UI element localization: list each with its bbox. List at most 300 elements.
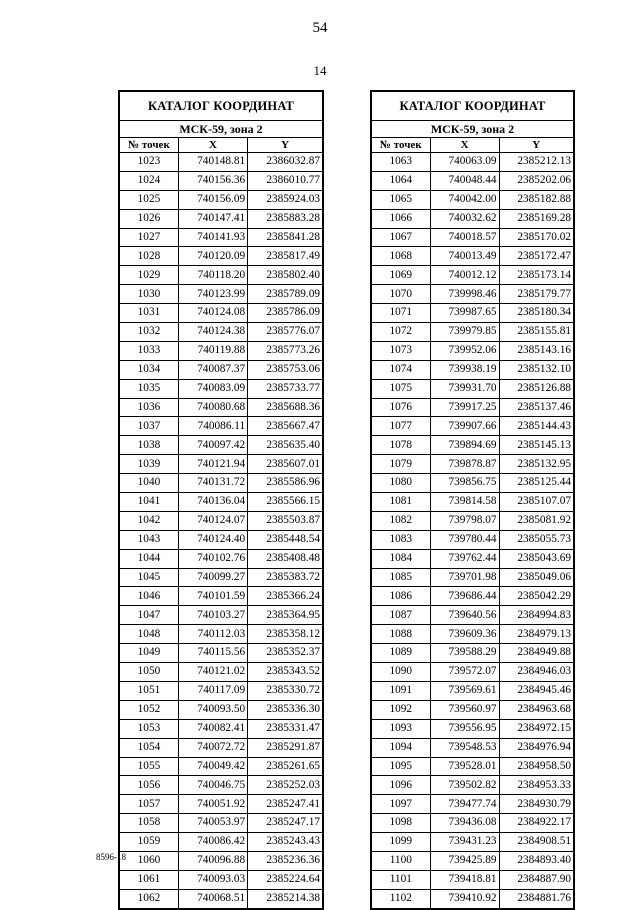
point-number-cell: 1036 [119,398,178,417]
point-number-cell: 1052 [119,700,178,719]
x-coordinate-cell: 739418.81 [430,870,499,889]
x-coordinate-cell: 739798.07 [430,511,499,530]
x-coordinate-cell: 740082.41 [178,719,247,738]
table-row [119,738,323,757]
point-number-cell: 1065 [371,190,430,209]
table-row [371,266,574,285]
y-coordinate-cell: 2385586.96 [248,474,323,493]
point-number-cell: 1068 [371,247,430,266]
point-number-cell: 1037 [119,417,178,436]
x-coordinate-cell: 739938.19 [430,360,499,379]
point-number-cell: 1035 [119,379,178,398]
point-number-cell: 1029 [119,266,178,285]
point-number-cell: 1033 [119,341,178,360]
table-row [371,323,574,342]
table-row [371,190,574,209]
point-number-cell: 1066 [371,209,430,228]
x-coordinate-cell: 740136.04 [178,493,247,512]
x-coordinate-cell: 739701.98 [430,568,499,587]
table-row [371,304,574,323]
point-number-cell: 1047 [119,606,178,625]
y-coordinate-cell: 2385055.73 [499,530,574,549]
table-row [371,663,574,682]
x-coordinate-cell: 740072.72 [178,738,247,757]
x-coordinate-cell: 739907.66 [430,417,499,436]
y-coordinate-cell: 2385331.47 [248,719,323,738]
y-coordinate-cell: 2385383.72 [248,568,323,587]
x-coordinate-cell: 740156.09 [178,190,247,209]
y-coordinate-cell: 2385132.95 [499,455,574,474]
x-coordinate-cell: 740018.57 [430,228,499,247]
point-number-cell: 1062 [119,889,178,908]
x-coordinate-cell: 740046.75 [178,776,247,795]
point-number-cell: 1064 [371,171,430,190]
point-number-cell: 1059 [119,833,178,852]
table-row [371,549,574,568]
coordinate-system-label: МСК-59, зона 2 [119,121,323,138]
x-coordinate-cell: 739502.82 [430,776,499,795]
point-number-cell: 1034 [119,360,178,379]
table-row [119,323,323,342]
table-row [119,266,323,285]
point-number-cell: 1057 [119,795,178,814]
x-coordinate-cell: 740119.88 [178,341,247,360]
y-coordinate-cell: 2385291.87 [248,738,323,757]
table-row [371,587,574,606]
table-row [119,511,323,530]
y-coordinate-cell: 2385155.81 [499,323,574,342]
y-coordinate-cell: 2385566.15 [248,493,323,512]
point-number-cell: 1070 [371,285,430,304]
point-number-cell: 1087 [371,606,430,625]
x-coordinate-cell: 739569.61 [430,681,499,700]
y-coordinate-cell: 2385352.37 [248,644,323,663]
point-number-cell: 1071 [371,304,430,323]
y-coordinate-cell: 2384979.13 [499,625,574,644]
table-row [371,700,574,719]
point-number-cell: 1073 [371,341,430,360]
point-number-cell: 1030 [119,285,178,304]
y-coordinate-cell: 2384922.17 [499,814,574,833]
x-coordinate-cell: 740013.49 [430,247,499,266]
y-coordinate-cell: 2385125.44 [499,474,574,493]
y-coordinate-cell: 2385776.07 [248,323,323,342]
x-coordinate-cell: 739528.01 [430,757,499,776]
y-coordinate-cell: 2385358.12 [248,625,323,644]
x-coordinate-cell: 740148.81 [178,153,247,172]
x-coordinate-cell: 739917.25 [430,398,499,417]
table-row [371,738,574,757]
y-coordinate-cell: 2384887.90 [499,870,574,889]
table-row [371,341,574,360]
table-row [371,870,574,889]
y-coordinate-cell: 2384893.40 [499,851,574,870]
y-coordinate-cell: 2385143.16 [499,341,574,360]
point-number-cell: 1054 [119,738,178,757]
point-number-cell: 1049 [119,644,178,663]
x-coordinate-cell: 739856.75 [430,474,499,493]
point-number-cell: 1100 [371,851,430,870]
table-row [371,493,574,512]
y-coordinate-cell: 2385172.47 [499,247,574,266]
point-number-cell: 1098 [371,814,430,833]
document-code: 8596-18 [96,852,126,862]
table-row [119,304,323,323]
x-coordinate-cell: 739410.92 [430,889,499,908]
y-coordinate-cell: 2385247.17 [248,814,323,833]
table-row [119,493,323,512]
point-number-cell: 1060 [119,851,178,870]
y-coordinate-cell: 2385202.06 [499,171,574,190]
table-row [371,247,574,266]
x-coordinate-cell: 740124.08 [178,304,247,323]
y-coordinate-cell: 2385924.03 [248,190,323,209]
point-number-cell: 1094 [371,738,430,757]
y-coordinate-cell: 2385841.28 [248,228,323,247]
y-coordinate-cell: 2385049.06 [499,568,574,587]
table-row [119,436,323,455]
y-coordinate-cell: 2385364.95 [248,606,323,625]
table-row [119,833,323,852]
x-coordinate-cell: 740120.09 [178,247,247,266]
point-number-cell: 1051 [119,681,178,700]
column-header-x: X [430,138,499,153]
y-coordinate-cell: 2385667.47 [248,417,323,436]
y-coordinate-cell: 2385336.30 [248,700,323,719]
y-coordinate-cell: 2385802.40 [248,266,323,285]
table-row [119,153,323,172]
y-coordinate-cell: 2385503.87 [248,511,323,530]
point-number-cell: 1074 [371,360,430,379]
page-number: 54 [312,20,328,36]
x-coordinate-cell: 740101.59 [178,587,247,606]
table-row [371,398,574,417]
x-coordinate-cell: 739998.46 [430,285,499,304]
table-row [371,171,574,190]
table-row [371,511,574,530]
y-coordinate-cell: 2385247.41 [248,795,323,814]
table-row [119,398,323,417]
coordinate-catalog-table-left [118,90,324,910]
x-coordinate-cell: 740032.62 [430,209,499,228]
point-number-cell: 1095 [371,757,430,776]
x-coordinate-cell: 740124.07 [178,511,247,530]
y-coordinate-cell: 2385688.36 [248,398,323,417]
x-coordinate-cell: 739814.58 [430,493,499,512]
table-row [371,228,574,247]
table-row [371,776,574,795]
table-row [119,209,323,228]
point-number-cell: 1025 [119,190,178,209]
table-body [371,153,574,909]
point-number-cell: 1088 [371,625,430,644]
point-number-cell: 1041 [119,493,178,512]
x-coordinate-cell: 739979.85 [430,323,499,342]
x-coordinate-cell: 740051.92 [178,795,247,814]
table-row [371,625,574,644]
point-number-cell: 1072 [371,323,430,342]
y-coordinate-cell: 2384945.46 [499,681,574,700]
y-coordinate-cell: 2386032.87 [248,153,323,172]
table-row [371,795,574,814]
y-coordinate-cell: 2385126.88 [499,379,574,398]
point-number-cell: 1092 [371,700,430,719]
point-number-cell: 1063 [371,153,430,172]
column-header-point-number: № точек [371,138,430,153]
y-coordinate-cell: 2385408.48 [248,549,323,568]
y-coordinate-cell: 2385733.77 [248,379,323,398]
x-coordinate-cell: 739931.70 [430,379,499,398]
point-number-cell: 1050 [119,663,178,682]
table-row [371,757,574,776]
table-row [371,209,574,228]
table-row [371,436,574,455]
point-number-cell: 1039 [119,455,178,474]
table-row [119,228,323,247]
point-number-cell: 1093 [371,719,430,738]
y-coordinate-cell: 2384972.15 [499,719,574,738]
y-coordinate-cell: 2385789.09 [248,285,323,304]
x-coordinate-cell: 740096.88 [178,851,247,870]
table-row [119,719,323,738]
x-coordinate-cell: 740087.37 [178,360,247,379]
x-coordinate-cell: 740141.93 [178,228,247,247]
point-number-cell: 1086 [371,587,430,606]
point-number-cell: 1053 [119,719,178,738]
y-coordinate-cell: 2384946.03 [499,663,574,682]
x-coordinate-cell: 740093.03 [178,870,247,889]
x-coordinate-cell: 740048.44 [430,171,499,190]
y-coordinate-cell: 2385081.92 [499,511,574,530]
x-coordinate-cell: 740131.72 [178,474,247,493]
point-number-cell: 1046 [119,587,178,606]
y-coordinate-cell: 2385137.46 [499,398,574,417]
x-coordinate-cell: 739560.97 [430,700,499,719]
coordinate-system-label: МСК-59, зона 2 [371,121,574,138]
point-number-cell: 1048 [119,625,178,644]
x-coordinate-cell: 739572.07 [430,663,499,682]
x-coordinate-cell: 740093.50 [178,700,247,719]
column-header-y: Y [499,138,574,153]
x-coordinate-cell: 740063.09 [430,153,499,172]
table-row [119,644,323,663]
x-coordinate-cell: 740156.36 [178,171,247,190]
y-coordinate-cell: 2384881.76 [499,889,574,908]
point-number-cell: 1089 [371,644,430,663]
table-row [119,417,323,436]
column-header-x: X [178,138,247,153]
y-coordinate-cell: 2385180.34 [499,304,574,323]
table-row [371,644,574,663]
table-row [119,700,323,719]
table-row [371,681,574,700]
y-coordinate-cell: 2384930.79 [499,795,574,814]
x-coordinate-cell: 739609.36 [430,625,499,644]
point-number-cell: 1091 [371,681,430,700]
y-coordinate-cell: 2385144.43 [499,417,574,436]
y-coordinate-cell: 2385170.02 [499,228,574,247]
table-row [119,851,323,870]
x-coordinate-cell: 739477.74 [430,795,499,814]
point-number-cell: 1038 [119,436,178,455]
point-number-cell: 1096 [371,776,430,795]
point-number-cell: 1075 [371,379,430,398]
column-header-point-number: № точек [119,138,178,153]
y-coordinate-cell: 2385173.14 [499,266,574,285]
y-coordinate-cell: 2385179.77 [499,285,574,304]
x-coordinate-cell: 740068.51 [178,889,247,908]
table-row [119,776,323,795]
y-coordinate-cell: 2385448.54 [248,530,323,549]
sheet-number: 14 [313,63,327,78]
y-coordinate-cell: 2384953.33 [499,776,574,795]
table-row [119,625,323,644]
point-number-cell: 1055 [119,757,178,776]
y-coordinate-cell: 2385145.13 [499,436,574,455]
table-row [371,606,574,625]
point-number-cell: 1058 [119,814,178,833]
table-row [119,530,323,549]
x-coordinate-cell: 740124.38 [178,323,247,342]
x-coordinate-cell: 740086.11 [178,417,247,436]
point-number-cell: 1102 [371,889,430,908]
table-row [371,379,574,398]
point-number-cell: 1083 [371,530,430,549]
table-row [371,530,574,549]
table-row [119,681,323,700]
x-coordinate-cell: 739425.89 [430,851,499,870]
point-number-cell: 1078 [371,436,430,455]
table-caption: КАТАЛОГ КООРДИНАТ [119,91,323,121]
table-row [119,568,323,587]
table-row [371,153,574,172]
x-coordinate-cell: 740042.00 [430,190,499,209]
table-row [371,568,574,587]
x-coordinate-cell: 739431.23 [430,833,499,852]
y-coordinate-cell: 2385182.88 [499,190,574,209]
y-coordinate-cell: 2385635.40 [248,436,323,455]
x-coordinate-cell: 739780.44 [430,530,499,549]
x-coordinate-cell: 740012.12 [430,266,499,285]
table-row [119,814,323,833]
x-coordinate-cell: 740117.09 [178,681,247,700]
x-coordinate-cell: 740123.99 [178,285,247,304]
x-coordinate-cell: 740049.42 [178,757,247,776]
x-coordinate-cell: 740147.41 [178,209,247,228]
table-row [371,833,574,852]
table-row [119,360,323,379]
y-coordinate-cell: 2385107.07 [499,493,574,512]
point-number-cell: 1042 [119,511,178,530]
y-coordinate-cell: 2385330.72 [248,681,323,700]
table-row [371,285,574,304]
point-number-cell: 1080 [371,474,430,493]
point-number-cell: 1027 [119,228,178,247]
point-number-cell: 1043 [119,530,178,549]
table-row [371,719,574,738]
table-row [371,814,574,833]
point-number-cell: 1023 [119,153,178,172]
x-coordinate-cell: 740121.94 [178,455,247,474]
point-number-cell: 1099 [371,833,430,852]
y-coordinate-cell: 2384994.83 [499,606,574,625]
x-coordinate-cell: 740086.42 [178,833,247,852]
x-coordinate-cell: 739548.53 [430,738,499,757]
x-coordinate-cell: 740115.56 [178,644,247,663]
table-caption: КАТАЛОГ КООРДИНАТ [371,91,574,121]
x-coordinate-cell: 739878.87 [430,455,499,474]
table-row [119,587,323,606]
point-number-cell: 1085 [371,568,430,587]
point-number-cell: 1090 [371,663,430,682]
point-number-cell: 1040 [119,474,178,493]
y-coordinate-cell: 2385261.65 [248,757,323,776]
y-coordinate-cell: 2384908.51 [499,833,574,852]
point-number-cell: 1026 [119,209,178,228]
table-row [119,757,323,776]
table-row [371,889,574,908]
table-row [119,606,323,625]
y-coordinate-cell: 2385132.10 [499,360,574,379]
y-coordinate-cell: 2385343.52 [248,663,323,682]
table-row [371,455,574,474]
y-coordinate-cell: 2385786.09 [248,304,323,323]
x-coordinate-cell: 739987.65 [430,304,499,323]
y-coordinate-cell: 2385773.26 [248,341,323,360]
point-number-cell: 1067 [371,228,430,247]
x-coordinate-cell: 739952.06 [430,341,499,360]
x-coordinate-cell: 740124.40 [178,530,247,549]
x-coordinate-cell: 740118.20 [178,266,247,285]
point-number-cell: 1097 [371,795,430,814]
x-coordinate-cell: 739686.44 [430,587,499,606]
point-number-cell: 1061 [119,870,178,889]
point-number-cell: 1081 [371,493,430,512]
y-coordinate-cell: 2385252.03 [248,776,323,795]
table-row [371,851,574,870]
table-row [119,379,323,398]
table-row [119,870,323,889]
table-row [119,285,323,304]
y-coordinate-cell: 2385212.13 [499,153,574,172]
table-row [371,474,574,493]
y-coordinate-cell: 2384963.68 [499,700,574,719]
point-number-cell: 1031 [119,304,178,323]
y-coordinate-cell: 2385753.06 [248,360,323,379]
x-coordinate-cell: 740080.68 [178,398,247,417]
table-row [119,190,323,209]
table-row [119,474,323,493]
point-number-cell: 1044 [119,549,178,568]
y-coordinate-cell: 2385042.29 [499,587,574,606]
point-number-cell: 1084 [371,549,430,568]
point-number-cell: 1028 [119,247,178,266]
point-number-cell: 1101 [371,870,430,889]
x-coordinate-cell: 740102.76 [178,549,247,568]
table-row [371,417,574,436]
y-coordinate-cell: 2384949.88 [499,644,574,663]
x-coordinate-cell: 740112.03 [178,625,247,644]
point-number-cell: 1024 [119,171,178,190]
x-coordinate-cell: 739588.29 [430,644,499,663]
table-row [119,455,323,474]
y-coordinate-cell: 2385169.28 [499,209,574,228]
y-coordinate-cell: 2385236.36 [248,851,323,870]
table-row [371,360,574,379]
y-coordinate-cell: 2385224.64 [248,870,323,889]
table-body [119,153,323,909]
y-coordinate-cell: 2386010.77 [248,171,323,190]
